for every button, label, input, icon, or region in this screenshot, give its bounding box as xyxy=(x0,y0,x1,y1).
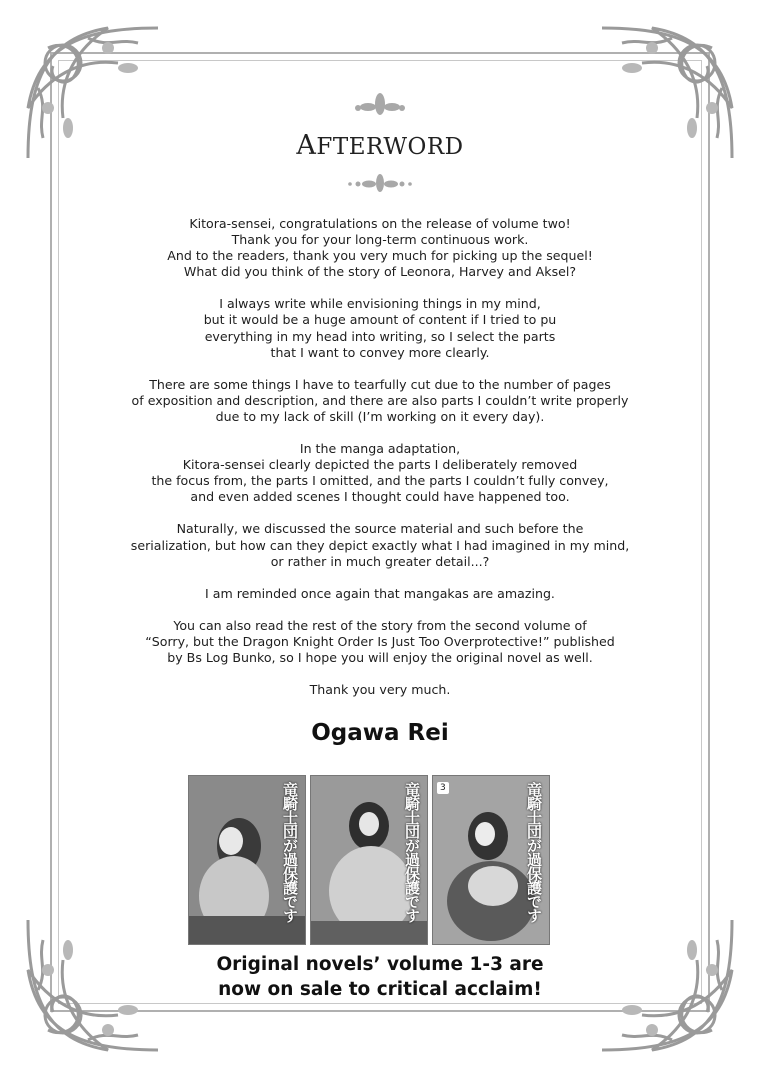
text-line: that I want to convey more clearly. xyxy=(270,344,490,360)
text-line: I always write while envisioning things in my mind, xyxy=(219,296,541,312)
cover-title: 竜騎士団が過保護です xyxy=(403,782,421,922)
novel-cover-image xyxy=(310,775,428,945)
cover-title: 竜騎士団が過保護です xyxy=(281,782,299,922)
text-line: I am reminded once again that mangakas are amazing. xyxy=(205,585,555,601)
text-line: the focus from, the parts I omitted, and the parts I couldn’t fully convey, xyxy=(151,473,609,489)
paragraph xyxy=(90,618,670,666)
paragraph xyxy=(90,296,670,360)
afterword-body xyxy=(90,216,670,714)
text-line: of exposition and description, and there are also parts I couldn’t write properly xyxy=(131,392,629,408)
page-title xyxy=(0,130,760,161)
text-line: “Sorry, but the Dragon Knight Order Is Just Too Overprotective!” published xyxy=(145,633,615,649)
text-line: There are some things I have to tearfully cut due to the number of pages xyxy=(149,376,611,392)
text-line: Thank you for your long-term continuous work. xyxy=(231,232,529,248)
cover-volume-badge: 3 xyxy=(437,782,449,794)
text-line: In the manga adaptation, xyxy=(299,441,461,457)
text-line: everything in my head into writing, so I select the parts xyxy=(204,328,556,344)
paragraph xyxy=(90,521,670,569)
text-line: by Bs Log Bunko, so I hope you will enjoy the original novel as well. xyxy=(167,649,593,665)
text-line: and even added scenes I thought could have happened too. xyxy=(190,489,570,505)
cover-title: 竜騎士団が過保護です xyxy=(525,782,543,922)
paragraph xyxy=(90,216,670,280)
text-line: Naturally, we discussed the source material and such before the xyxy=(176,521,584,537)
author-signature: Ogawa Rei xyxy=(311,720,449,746)
text-line: Kitora-sensei, congratulations on the release of volume two! xyxy=(189,216,571,231)
title-initial: A xyxy=(296,130,317,161)
promo-line: Original novels’ volume 1-3 are xyxy=(216,954,544,975)
promo-line: now on sale to critical acclaim! xyxy=(218,979,542,1000)
text-line: serialization, but how can they depict exactly what I had imagined in my mind, xyxy=(130,537,630,553)
paragraph xyxy=(90,441,670,505)
text-line: Thank you very much. xyxy=(309,682,451,698)
text-line: but it would be a huge amount of content if I tried to pu xyxy=(203,312,557,328)
text-line: or rather in much greater detail...? xyxy=(270,553,490,569)
text-line: You can also read the rest of the story from the second volume of xyxy=(173,617,587,633)
text-line: Kitora-sensei clearly depicted the parts I deliberately removed xyxy=(182,457,578,473)
text-line: And to the readers, thank you very much for picking up the sequel! xyxy=(167,248,593,264)
promo-text xyxy=(0,952,760,1002)
fleur-ornament-icon xyxy=(350,90,410,120)
title-rest: FTERWORD xyxy=(316,134,464,160)
paragraph xyxy=(90,377,670,425)
fleur-ornament-icon xyxy=(340,172,420,194)
text-line: What did you think of the story of Leonora, Harvey and Aksel? xyxy=(183,264,577,280)
novel-cover-image xyxy=(188,775,306,945)
paragraph xyxy=(90,586,670,602)
novel-cover-image xyxy=(432,775,550,945)
text-line: due to my lack of skill (I’m working on it every day). xyxy=(215,408,545,424)
paragraph xyxy=(90,682,670,698)
